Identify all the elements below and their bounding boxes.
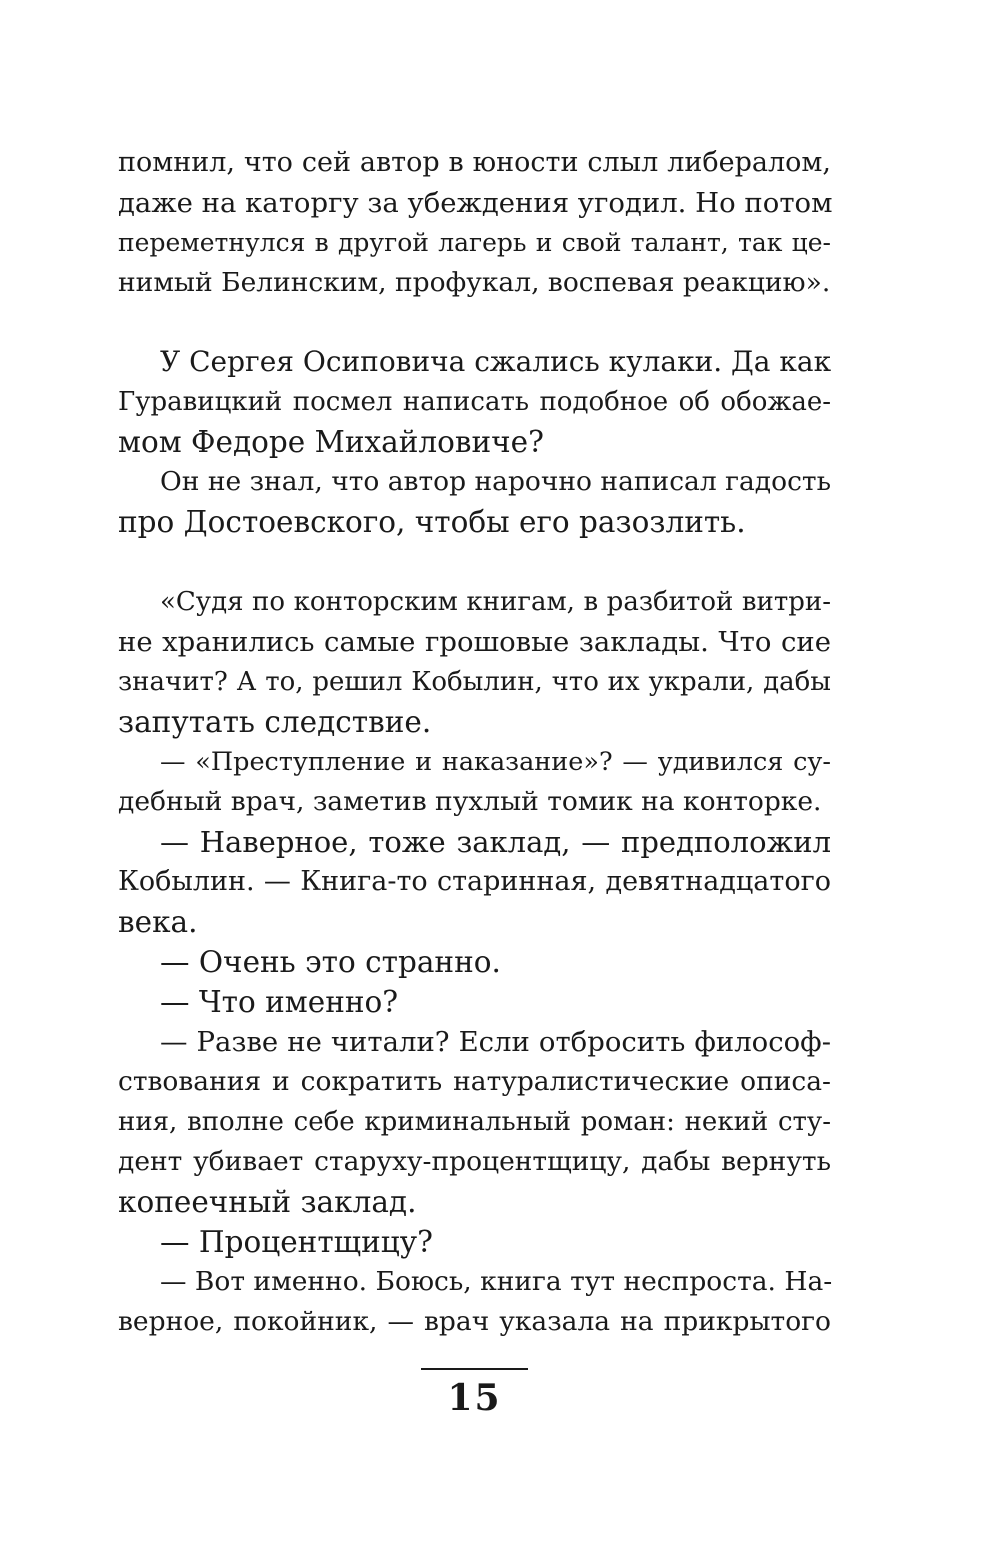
text-line: У Сергея Осиповича сжались кулаки. Да как	[160, 345, 832, 378]
text-line: дент убивает старуху-процентщицу, дабы вернуть	[118, 1146, 831, 1177]
text-line: дебный врач, заметив пухлый томик на конторке.	[118, 786, 822, 817]
text-line: даже на каторгу за убеждения угодил. Но потом	[118, 187, 833, 219]
page-number: 15	[447, 1377, 502, 1419]
text-line: — Разве не читали? Если отбросить философ-	[160, 1026, 831, 1058]
text-line: Гуравицкий посмел написать подобное об обожае-	[118, 387, 831, 417]
text-line: значит? А то, решил Кобылин, что их украли, дабы	[118, 667, 831, 697]
text-line: верное, покойник, — врач указала на прикрытого	[118, 1306, 831, 1337]
text-line: века.	[118, 905, 198, 939]
text-line: Он не знал, что автор нарочно написал гадость	[160, 466, 831, 497]
text-line: — Что именно?	[160, 985, 399, 1019]
text-line: про Достоевского, чтобы его разозлить.	[118, 505, 746, 539]
text-line: — Очень это странно.	[160, 945, 501, 979]
text-line: переметнулся в другой лагерь и свой талант, так це-	[118, 228, 831, 257]
text-line: помнил, что сей автор в юности слыл либералом,	[118, 147, 831, 178]
page-number-rule	[421, 1368, 528, 1370]
text-line: — Наверное, тоже заклад, — предположил	[160, 825, 831, 859]
text-line: мом Федоре Михайловиче?	[118, 425, 544, 459]
text-line: — Вот именно. Боюсь, книга тут неспроста. На-	[160, 1266, 833, 1297]
text-line: «Судя по конторским книгам, в разбитой витри-	[160, 587, 831, 617]
text-line: Кобылин. — Книга-то старинная, девятнадцатого	[118, 866, 831, 897]
text-line: копеечный заклад.	[118, 1185, 417, 1219]
text-line: — «Преступление и наказание»? — удивился су-	[160, 747, 831, 777]
text-line: ствования и сократить натуралистические описа-	[118, 1066, 831, 1097]
text-line: — Процентщицу?	[160, 1225, 433, 1259]
text-line: ния, вполне себе криминальный роман: некий сту-	[118, 1107, 831, 1137]
text-line: запутать следствие.	[118, 705, 432, 739]
text-line: нимый Белинским, профукал, воспевая реакцию».	[118, 267, 831, 298]
text-line: не хранились самые грошовые заклады. Что сие	[118, 626, 831, 658]
